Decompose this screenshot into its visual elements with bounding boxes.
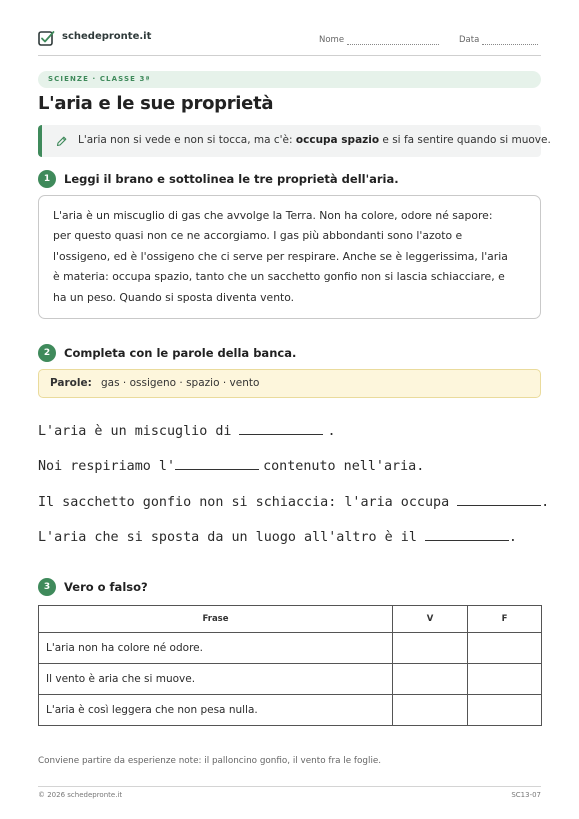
statement-cell: L'aria non ha colore né odore.: [39, 633, 393, 664]
pencil-icon: [56, 136, 67, 147]
table-header-row: [39, 606, 542, 633]
column-header-f: F: [468, 606, 542, 633]
sentence-text: L'aria è un miscuglio di: [38, 424, 232, 439]
exercise-2-heading: [38, 344, 296, 362]
table-row: [39, 633, 542, 664]
subject-label: SCIENZE · CLASSE 3ª: [48, 75, 151, 83]
step-number-badge: 3: [38, 578, 56, 596]
sentence-text: Noi respiriamo l': [38, 459, 176, 474]
answer-blank[interactable]: [175, 458, 259, 470]
answer-blank[interactable]: [457, 494, 541, 506]
name-blank[interactable]: [347, 37, 439, 45]
exercise-2-instruction: Completa con le parole della banca.: [64, 346, 297, 360]
exercise-1-heading: [38, 170, 399, 188]
passage-text: [53, 206, 526, 308]
false-answer-cell[interactable]: [468, 695, 542, 726]
passage-line: è materia: occupa spazio, tanto che un sacchetto gonfio non si lascia schiacciare, e: [53, 270, 505, 284]
column-header-frase: Frase: [39, 606, 393, 633]
table-row: [39, 695, 542, 726]
sentence-text: contenuto nell'aria.: [263, 459, 425, 474]
sentence-text: .: [327, 424, 336, 439]
date-blank[interactable]: [482, 37, 538, 45]
footer-code: SC13-07: [511, 791, 541, 799]
logo: [38, 30, 151, 47]
true-answer-cell[interactable]: [393, 664, 468, 695]
false-answer-cell[interactable]: [468, 664, 542, 695]
false-answer-cell[interactable]: [468, 633, 542, 664]
sentence-text: L'aria che si sposta da un luogo all'altro è il: [38, 530, 417, 545]
page-header: [38, 30, 541, 56]
passage-line: L'aria è un miscuglio di gas che avvolge la Terra. Non ha colore, odore né sapore:: [53, 209, 493, 222]
name-field: [319, 35, 439, 45]
passage-line: per questo quasi non ce ne accorgiamo. I gas più abbondanti sono l'azoto e: [53, 229, 463, 243]
passage-line: l'ossigeno, ed è l'ossigeno che ci serve per respirare. Anche se è leggerissima, l'aria: [53, 249, 508, 263]
true-false-table: [38, 605, 542, 726]
word-bank-words: gas · ossigeno · spazio · vento: [101, 377, 260, 389]
passage-line: ha un peso. Quando si sposta diventa vento.: [53, 290, 295, 304]
tip-text-bold: occupa spazio: [295, 134, 380, 146]
sentence-text: Il sacchetto gonfio non si schiaccia: l'aria occupa: [38, 495, 450, 510]
step-number-badge: 1: [38, 170, 56, 188]
page-title: L'aria e le sue proprietà: [38, 93, 274, 114]
answer-blank[interactable]: [425, 529, 509, 541]
checkbox-logo-icon: [38, 30, 55, 47]
sentence-text: .: [541, 495, 550, 510]
footer-divider: [38, 786, 541, 787]
fill-sentence: [38, 529, 517, 545]
site-name: schedepronte.it: [62, 31, 152, 42]
reading-passage: [38, 195, 541, 319]
column-header-v: V: [393, 606, 468, 633]
word-bank-label: Parole:: [50, 377, 92, 389]
statement-cell: Il vento è aria che si muove.: [39, 664, 393, 695]
subject-bar: [38, 71, 541, 88]
tip-text-end: e si fa sentire quando si muove.: [379, 134, 551, 146]
exercise-3-heading: [38, 578, 148, 596]
fill-sentence: [38, 494, 549, 510]
step-number-badge: 2: [38, 344, 56, 362]
exercise-3-instruction: Vero o falso?: [64, 580, 148, 594]
true-answer-cell[interactable]: [393, 633, 468, 664]
statement-cell: L'aria è così leggera che non pesa nulla.: [39, 695, 393, 726]
exercise-1-instruction: Leggi il brano e sottolinea le tre proprietà dell'aria.: [64, 172, 399, 186]
teacher-note: Conviene partire da esperienze note: il palloncino gonfio, il vento fra le foglie.: [38, 756, 382, 766]
fill-sentence: [38, 458, 424, 474]
date-label: Data: [459, 35, 480, 45]
answer-blank[interactable]: [239, 423, 323, 435]
tip-text-start: L'aria non si vede e non si tocca, ma c'è:: [78, 134, 296, 146]
sentence-text: .: [508, 530, 517, 545]
tip-text: [78, 134, 551, 146]
true-answer-cell[interactable]: [393, 695, 468, 726]
name-label: Nome: [319, 35, 345, 45]
tip-box: [38, 125, 551, 157]
fill-sentence: [38, 423, 336, 439]
table-row: [39, 664, 542, 695]
date-field: [459, 35, 538, 45]
word-bank: [38, 369, 541, 398]
footer-copyright: © 2026 schedepronte.it: [38, 791, 123, 799]
